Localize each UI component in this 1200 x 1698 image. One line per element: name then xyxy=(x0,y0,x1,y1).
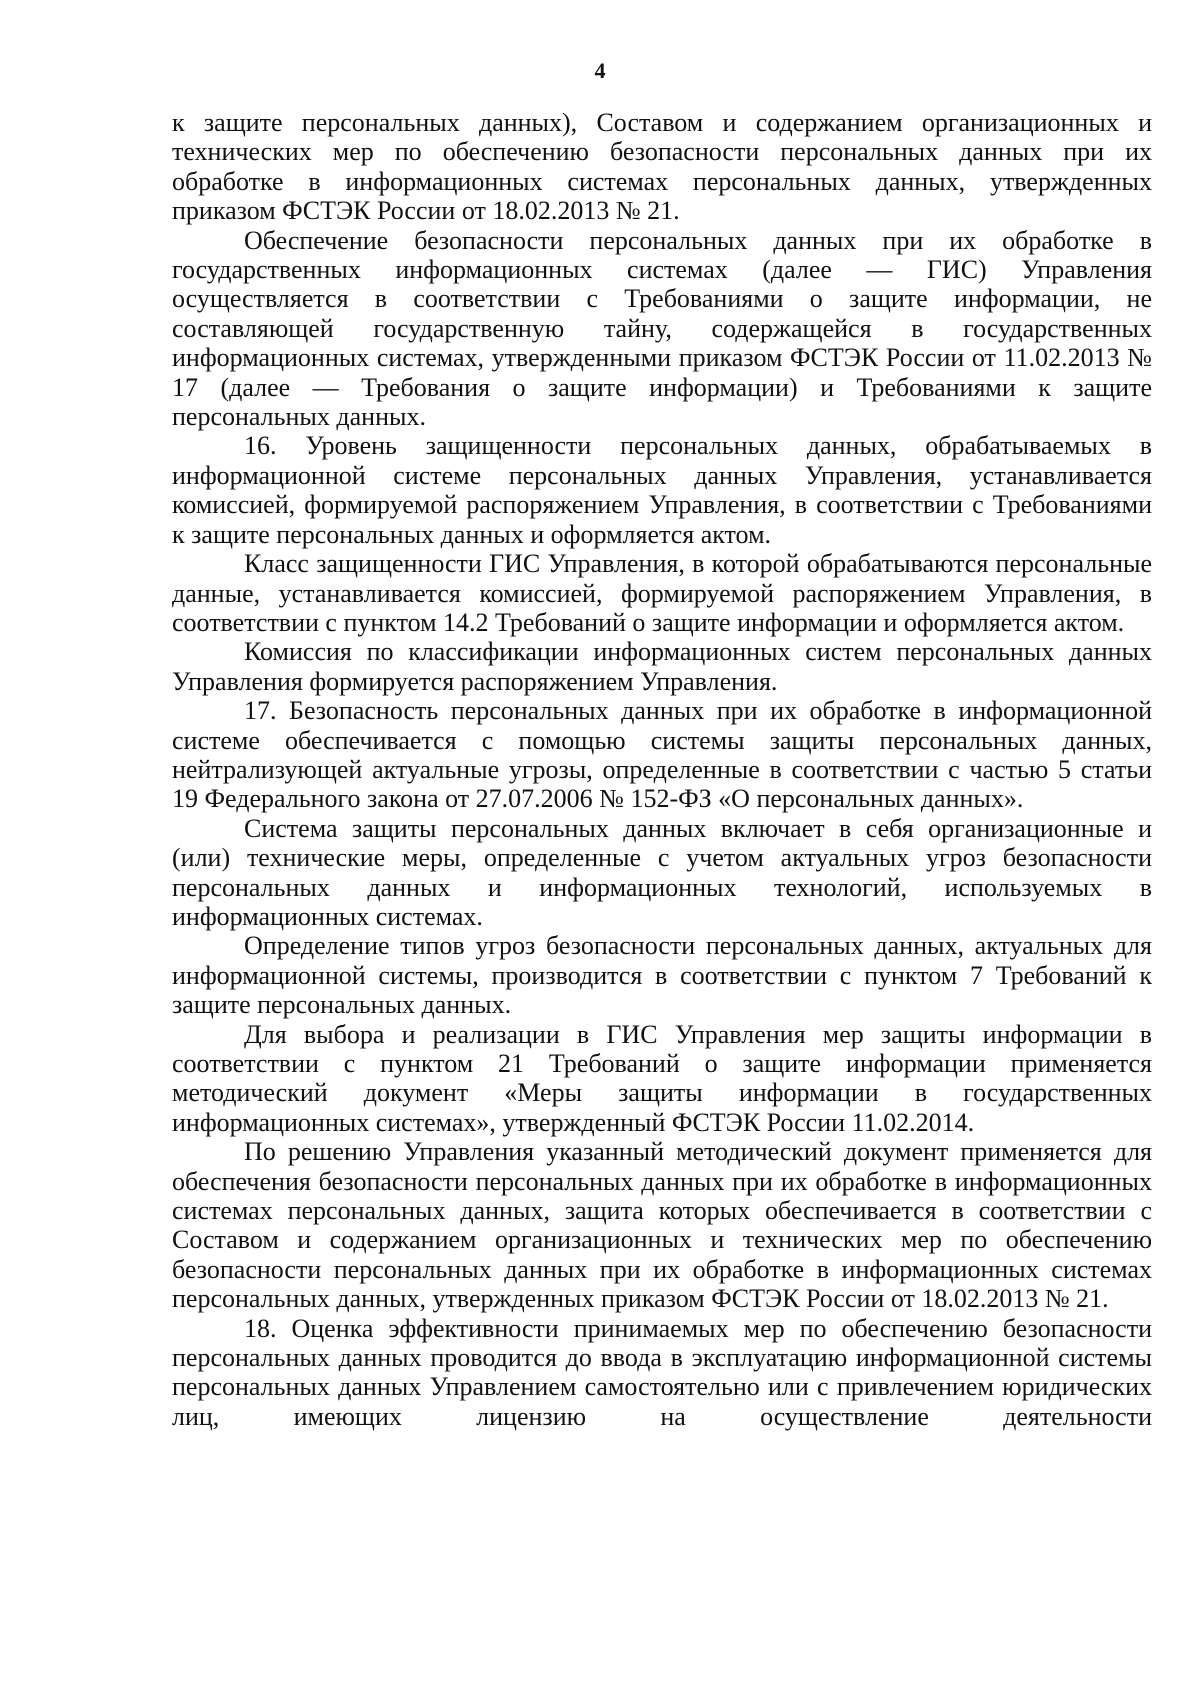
paragraph-continuation: к защите персональных данных), Составом и содержанием организационных и технических мер по обеспечению безопасности персональных данных при их обработке в информационных системах персональных данных, утвержденных приказом ФСТЭК России от 18.02.2013 № 21. xyxy=(172,108,1152,226)
paragraph-17-protection-system: 17. Безопасность персональных данных при их обработке в информационной системе обеспечивается с помощью системы защиты персональных данных, нейтрализующей актуальные угрозы, определенные в соответствии с частью 5 статьи 19 Федерального закона от 27.07.2006 № 152-ФЗ «О персональных данных». xyxy=(172,696,1152,814)
paragraph-gis-security: Обеспечение безопасности персональных данных при их обработке в государственных информационных системах (далее — ГИС) Управления осуществляется в соответствии с Требованиями о защите информации, не составляющей государственную тайну, содержащейся в государственных информационных системах, утвержденными приказом ФСТЭК России от 11.02.2013 № 17 (далее — Требования о защите информации) и Требованиями к защите персональных данных. xyxy=(172,225,1152,432)
paragraph-classification-commission: Комиссия по классификации информационных систем персональных данных Управления формируется распоряжением Управления. xyxy=(172,637,1152,696)
paragraph-decision-of-department: По решению Управления указанный методический документ применяется для обеспечения безопасности персональных данных при их обработке в информационных системах персональных данных, защита которых обеспечивается в соответствии с Составом и содержанием организационных и технических мер по обеспечению безопасности персональных данных при их обработке в информационных системах персональных данных, утвержденных приказом ФСТЭК России от 18.02.2013 № 21. xyxy=(172,1137,1152,1314)
paragraph-gis-class: Класс защищенности ГИС Управления, в которой обрабатываются персональные данные, устанавливается комиссией, формируемой распоряжением Управления, в соответствии с пунктом 14.2 Требований о защите информации и оформляется актом. xyxy=(172,549,1152,637)
page-number: 4 xyxy=(594,58,606,83)
document-body xyxy=(172,108,1152,1431)
paragraph-methodical-document: Для выбора и реализации в ГИС Управления мер защиты информации в соответствии с пунктом 21 Требований о защите информации применяется методический документ «Меры защиты информации в государственных информационных системах», утвержденный ФСТЭК России 11.02.2014. xyxy=(172,1019,1152,1137)
paragraph-16-protection-level: 16. Уровень защищенности персональных данных, обрабатываемых в информационной системе персональных данных Управления, устанавливается комиссией, формируемой распоряжением Управления, в соответствии с Требованиями к защите персональных данных и оформляется актом. xyxy=(172,431,1152,549)
paragraph-threat-types: Определение типов угроз безопасности персональных данных, актуальных для информационной системы, производится в соответствии с пунктом 7 Требований к защите персональных данных. xyxy=(172,931,1152,1020)
paragraph-protection-measures: Система защиты персональных данных включает в себя организационные и (или) технические меры, определенные с учетом актуальных угроз безопасности персональных данных и информационных технологий, используемых в информационных системах. xyxy=(172,813,1152,931)
paragraph-18-efficiency-assessment: 18. Оценка эффективности принимаемых мер по обеспечению безопасности персональных данных проводится до ввода в эксплуатацию информационной системы персональных данных Управлением самостоятельно или с привлечением юридических лиц, имеющих лицензию на осуществление деятельности xyxy=(172,1313,1152,1431)
